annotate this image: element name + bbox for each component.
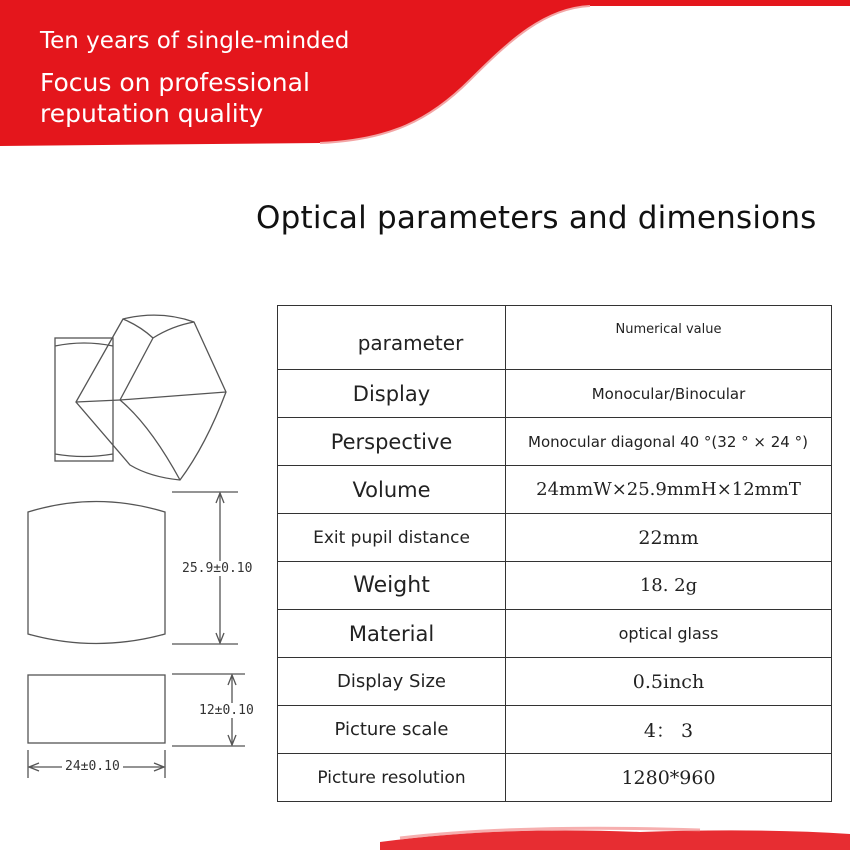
table-row xyxy=(278,562,832,610)
technical-drawings xyxy=(0,150,280,790)
value-volume: 24mmW×25.9mmH×12mmT xyxy=(536,479,801,500)
param-label-volume: Volume xyxy=(352,477,431,502)
param-label-picture-scale: Picture scale xyxy=(334,719,449,740)
value-weight: 18. 2g xyxy=(639,575,698,596)
param-cell-display-size xyxy=(278,658,506,706)
prism-top-view-drawing xyxy=(28,674,245,778)
dimension-height-label: 25.9±0.10 xyxy=(182,561,253,576)
param-label-perspective: Perspective xyxy=(330,429,453,454)
param-label-material: Material xyxy=(348,621,435,646)
table-row xyxy=(278,370,832,418)
param-label-exit-pupil: Exit pupil distance xyxy=(313,527,470,548)
table-row xyxy=(278,418,832,466)
param-cell-perspective xyxy=(278,418,506,466)
value-display: Monocular/Binocular xyxy=(591,384,746,403)
value-cell-resolution xyxy=(506,754,832,802)
param-cell-picture-scale xyxy=(278,706,506,754)
value-resolution: 1280*960 xyxy=(621,766,716,789)
parameters-table xyxy=(277,305,832,802)
table-row xyxy=(278,610,832,658)
value-exit-pupil: 22mm xyxy=(638,526,699,549)
table-row xyxy=(278,658,832,706)
header-value-text: Numerical value xyxy=(615,322,722,337)
header-value-cell xyxy=(506,306,832,370)
value-cell-perspective xyxy=(506,418,832,466)
value-cell-weight xyxy=(506,562,832,610)
header-parameter-text: parameter xyxy=(357,330,464,355)
value-cell-exit-pupil xyxy=(506,514,832,562)
dimension-thickness-label: 12±0.10 xyxy=(199,703,254,718)
param-label-resolution: Picture resolution xyxy=(317,767,466,788)
value-cell-picture-scale xyxy=(506,706,832,754)
dimension-width-label: 24±0.10 xyxy=(62,759,123,774)
param-label-display: Display xyxy=(352,381,431,406)
table-row xyxy=(278,754,832,802)
table-row xyxy=(278,466,832,514)
table-header-row xyxy=(278,306,832,370)
header-parameter-cell xyxy=(278,306,506,370)
param-cell-exit-pupil xyxy=(278,514,506,562)
prism-side-view-drawing xyxy=(55,338,113,461)
table-row xyxy=(278,514,832,562)
value-cell-display-size xyxy=(506,658,832,706)
param-label-weight: Weight xyxy=(353,573,430,598)
table-row xyxy=(278,706,832,754)
value-picture-scale: 4： 3 xyxy=(643,720,694,742)
value-cell-material xyxy=(506,610,832,658)
param-cell-weight xyxy=(278,562,506,610)
value-cell-volume xyxy=(506,466,832,514)
param-cell-material xyxy=(278,610,506,658)
param-cell-resolution xyxy=(278,754,506,802)
value-cell-display xyxy=(506,370,832,418)
value-material: optical glass xyxy=(618,624,719,643)
value-perspective: Monocular diagonal 40 °(32 ° × 24 °) xyxy=(528,432,808,451)
value-display-size: 0.5inch xyxy=(632,670,705,693)
section-title: Optical parameters and dimensions xyxy=(256,200,817,236)
banner-line-2: Focus on professional reputation quality xyxy=(40,68,310,128)
param-cell-display xyxy=(278,370,506,418)
bottom-red-stripe xyxy=(0,818,850,850)
banner-line-1: Ten years of single-minded xyxy=(40,28,350,54)
header-banner xyxy=(0,0,850,150)
param-cell-volume xyxy=(278,466,506,514)
param-label-display-size: Display Size xyxy=(336,671,447,692)
